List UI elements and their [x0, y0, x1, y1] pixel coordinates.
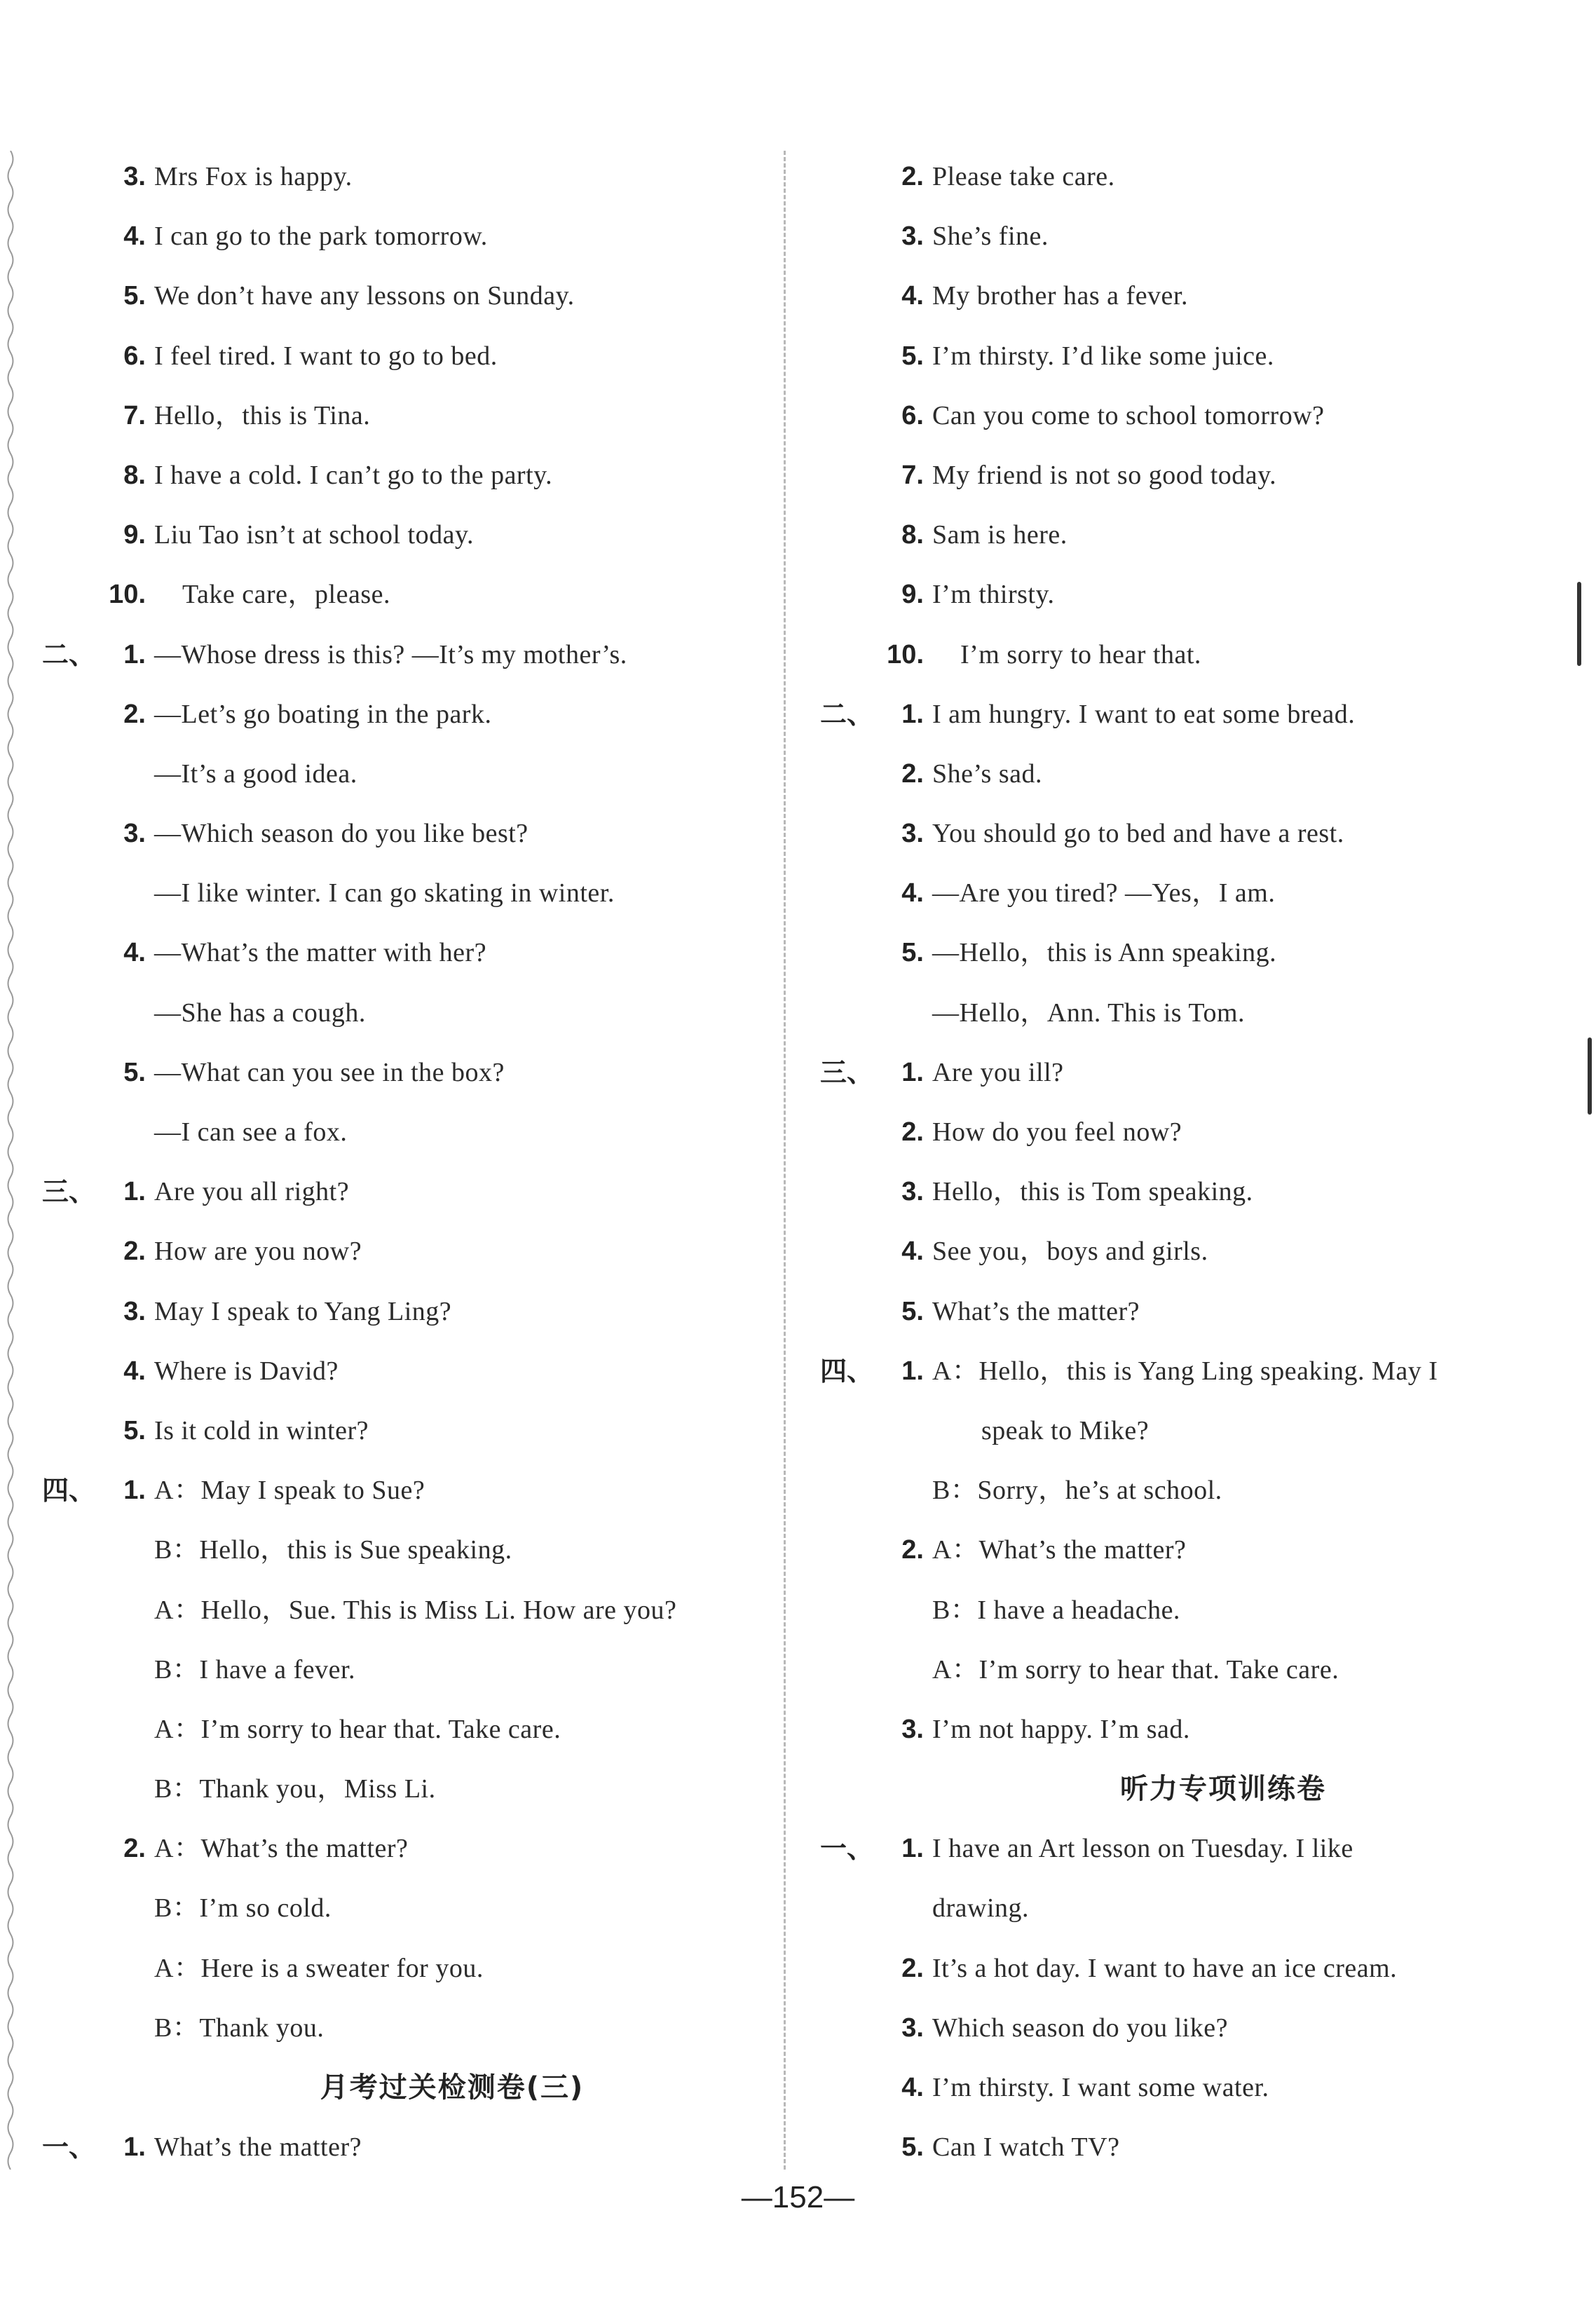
answer-text: What’s the matter?: [154, 2132, 362, 2163]
answer-line: [42, 1700, 764, 1760]
answer-line: [42, 685, 764, 744]
answer-line: [42, 386, 764, 446]
item-number: 7.: [123, 400, 146, 430]
item-number: 2.: [123, 1237, 146, 1267]
item-number: 8.: [123, 460, 146, 490]
answer-text: My friend is not so good today.: [932, 460, 1277, 490]
answer-text: I feel tired. I want to go to bed.: [154, 341, 498, 371]
item-number: 10.: [887, 639, 924, 669]
section-marker: 四、: [820, 1355, 874, 1387]
answer-line: [42, 1282, 764, 1342]
answer-text: B：I have a fever.: [154, 1654, 356, 1684]
item-number: 5.: [123, 1057, 146, 1087]
answer-text: Which season do you like?: [932, 2013, 1228, 2043]
answer-text: —Hello，Ann. This is Tom.: [932, 998, 1246, 1028]
answer-text: B：Hello，this is Sue speaking.: [154, 1535, 512, 1565]
answer-text: Hello，this is Tom speaking.: [932, 1177, 1253, 1207]
answer-line: [820, 327, 1563, 386]
item-number: 10.: [109, 580, 146, 610]
item-number: 3.: [901, 222, 924, 252]
section-marker: 二、: [820, 698, 874, 730]
answer-line: [820, 2058, 1563, 2118]
scan-mark: [1588, 1037, 1592, 1115]
answer-line: [42, 864, 764, 923]
item-number: 9.: [123, 520, 146, 550]
answer-text: I’m thirsty.: [932, 580, 1055, 610]
answer-text: —It’s a good idea.: [154, 758, 357, 789]
item-number: 7.: [901, 460, 924, 490]
section-marker: 三、: [820, 1056, 874, 1088]
answer-text: —What can you see in the box?: [154, 1057, 505, 1087]
answer-text: —Which season do you like best?: [154, 819, 528, 849]
item-number: 4.: [123, 1356, 146, 1386]
answer-line: [820, 744, 1563, 804]
answer-text: B：I’m so cold.: [154, 1893, 332, 1924]
answer-text: How do you feel now?: [932, 1117, 1182, 1147]
answer-line: [820, 1640, 1563, 1700]
answer-line: [820, 923, 1563, 983]
item-number: 5.: [123, 281, 146, 311]
answer-text: What’s the matter?: [932, 1296, 1140, 1326]
left-column: [42, 147, 764, 2177]
answer-line: [820, 1103, 1563, 1162]
answer-text: —What’s the matter with her?: [154, 938, 487, 968]
answer-text: How are you now?: [154, 1237, 362, 1267]
section-marker: 一、: [820, 1833, 874, 1865]
answer-text: May I speak to Yang Ling?: [154, 1296, 452, 1326]
answer-line: [820, 505, 1563, 565]
answer-line: [42, 2118, 764, 2177]
item-number: 2.: [901, 1117, 924, 1147]
right-column: [820, 147, 1563, 2177]
answer-text: I’m not happy. I’m sad.: [932, 1714, 1190, 1744]
answer-text: See you，boys and girls.: [932, 1237, 1208, 1267]
item-number: 1.: [123, 639, 146, 669]
answer-text: A：Hello，this is Yang Ling speaking. May I: [932, 1356, 1438, 1386]
answer-text: Hello，this is Tina.: [154, 400, 371, 430]
answer-line: [42, 1819, 764, 1879]
answer-text: Mrs Fox is happy.: [154, 162, 353, 191]
answer-text: A：What’s the matter?: [932, 1535, 1187, 1565]
answer-line: [42, 1162, 764, 1222]
answer-text: B：Thank you，Miss Li.: [154, 1774, 436, 1804]
answer-line: [42, 625, 764, 685]
answer-line: [42, 1999, 764, 2058]
answer-line: [42, 327, 764, 386]
item-number: 2.: [901, 162, 924, 191]
answer-line: [42, 1879, 764, 1938]
answer-text: I can go to the park tomorrow.: [154, 222, 488, 252]
answer-line: [42, 1760, 764, 1819]
item-number: 4.: [901, 1237, 924, 1267]
answer-text: Where is David?: [154, 1356, 339, 1386]
answer-line: [820, 1581, 1563, 1640]
item-number: 2.: [901, 758, 924, 789]
section-heading: 月考过关检测卷(三): [320, 2071, 585, 2104]
answer-text: Liu Tao isn’t at school today.: [154, 520, 474, 550]
answer-line: [820, 207, 1563, 266]
item-number: 2.: [901, 1953, 924, 1983]
answer-line: [42, 1520, 764, 1580]
item-number: 3.: [901, 1177, 924, 1207]
answer-line: [42, 1581, 764, 1640]
answer-text: speak to Mike?: [981, 1415, 1150, 1445]
answer-line: [42, 147, 764, 207]
page-number: —152—: [741, 2180, 855, 2214]
answer-text: B：I have a headache.: [932, 1595, 1180, 1625]
answer-text: A：Here is a sweater for you.: [154, 1953, 484, 1983]
item-number: 4.: [123, 222, 146, 252]
answer-line: [820, 864, 1563, 923]
answer-line: [42, 1939, 764, 1999]
column-divider: [784, 151, 786, 2170]
answer-line: [42, 1461, 764, 1520]
answer-text: —I can see a fox.: [154, 1117, 348, 1147]
answer-line: [42, 1103, 764, 1162]
answer-line: [820, 1461, 1563, 1520]
answer-line: [820, 625, 1563, 685]
answer-line: [42, 1222, 764, 1281]
item-number: 2.: [123, 699, 146, 729]
answer-text: —I like winter. I can go skating in winter.: [154, 878, 615, 908]
answer-text: She’s sad.: [932, 758, 1042, 789]
item-number: 5.: [901, 1296, 924, 1326]
item-number: 1.: [901, 699, 924, 729]
answer-line: [820, 1999, 1563, 2058]
answer-line: [820, 386, 1563, 446]
answer-text: —Hello，this is Ann speaking.: [932, 938, 1277, 968]
item-number: 1.: [123, 1177, 146, 1207]
answer-line: [42, 266, 764, 326]
item-number: 2.: [901, 1535, 924, 1565]
item-number: 3.: [901, 819, 924, 849]
answer-line: [820, 565, 1563, 625]
answer-text: I’m thirsty. I’d like some juice.: [932, 341, 1274, 371]
answer-line: [42, 804, 764, 864]
item-number: 4.: [901, 878, 924, 908]
answer-line: [820, 1162, 1563, 1222]
item-number: 1.: [901, 1834, 924, 1864]
answer-text: —Let’s go boating in the park.: [154, 699, 492, 729]
answer-line: [820, 1043, 1563, 1103]
section-marker: 三、: [42, 1176, 96, 1208]
item-number: 1.: [123, 1476, 146, 1506]
item-number: 5.: [901, 938, 924, 968]
answer-text: She’s fine.: [932, 222, 1049, 252]
item-number: 8.: [901, 520, 924, 550]
section-heading: 听力专项训练卷: [1120, 1773, 1326, 1806]
answer-text: —Are you tired? —Yes，I am.: [932, 878, 1276, 908]
answer-line: [42, 923, 764, 983]
answer-text: drawing.: [932, 1893, 1030, 1924]
answer-text: A：May I speak to Sue?: [154, 1476, 425, 1506]
item-number: 3.: [901, 1714, 924, 1744]
answer-line: [42, 1640, 764, 1700]
answer-line: [820, 1222, 1563, 1281]
item-number: 4.: [901, 281, 924, 311]
answer-line: [42, 446, 764, 505]
answer-text: I am hungry. I want to eat some bread.: [932, 699, 1356, 729]
answer-line: [42, 565, 764, 625]
answer-text: I’m sorry to hear that.: [960, 639, 1201, 669]
item-number: 4.: [901, 2073, 924, 2102]
answer-line: [820, 147, 1563, 207]
answer-text: Please take care.: [932, 162, 1115, 191]
item-number: 3.: [123, 819, 146, 849]
answer-text: I have a cold. I can’t go to the party.: [154, 460, 553, 490]
item-number: 2.: [123, 1834, 146, 1864]
answer-text: A：I’m sorry to hear that. Take care.: [154, 1714, 561, 1744]
answer-text: It’s a hot day. I want to have an ice cream.: [932, 1953, 1398, 1983]
answer-line: [820, 1879, 1563, 1938]
answer-text: We don’t have any lessons on Sunday.: [154, 281, 575, 311]
item-number: 9.: [901, 580, 924, 610]
item-number: 3.: [901, 2013, 924, 2043]
item-number: 6.: [901, 400, 924, 430]
section-marker: 一、: [42, 2132, 96, 2163]
answer-line: [820, 446, 1563, 505]
answer-text: —Whose dress is this? —It’s my mother’s.: [154, 639, 627, 669]
answer-line: [42, 1342, 764, 1401]
answer-line: [820, 685, 1563, 744]
answer-text: My brother has a fever.: [932, 281, 1188, 311]
answer-line: [820, 2118, 1563, 2177]
item-number: 3.: [123, 162, 146, 191]
answer-text: A：What’s the matter?: [154, 1834, 409, 1864]
answer-line: [42, 505, 764, 565]
answer-line: [42, 744, 764, 804]
answer-line: [820, 1401, 1563, 1461]
answer-text: A：Hello，Sue. This is Miss Li. How are you?: [154, 1595, 677, 1625]
item-number: 1.: [901, 1057, 924, 1087]
answer-line: [820, 1342, 1563, 1401]
answer-text: A：I’m sorry to hear that. Take care.: [932, 1654, 1339, 1684]
answer-text: Can I watch TV?: [932, 2132, 1120, 2163]
answer-text: I have an Art lesson on Tuesday. I like: [932, 1834, 1353, 1864]
item-number: 5.: [901, 2132, 924, 2163]
item-number: 3.: [123, 1296, 146, 1326]
item-number: 1.: [123, 2132, 146, 2163]
answer-text: Is it cold in winter?: [154, 1415, 369, 1445]
answer-line: [820, 1819, 1563, 1879]
answer-line: [820, 1520, 1563, 1580]
answer-text: Sam is here.: [932, 520, 1068, 550]
answer-line: [820, 266, 1563, 326]
answer-text: Are you all right?: [154, 1177, 350, 1207]
answer-text: Are you ill?: [932, 1057, 1064, 1087]
scan-mark: [1577, 582, 1581, 666]
answer-text: Can you come to school tomorrow?: [932, 400, 1325, 430]
binding-wavy-line: [4, 151, 17, 2170]
answer-line: [820, 1939, 1563, 1999]
section-marker: 二、: [42, 639, 96, 670]
answer-text: B：Sorry，he’s at school.: [932, 1476, 1222, 1506]
answer-text: You should go to bed and have a rest.: [932, 819, 1344, 849]
item-number: 1.: [901, 1356, 924, 1386]
answer-line: [820, 1700, 1563, 1760]
answer-text: I’m thirsty. I want some water.: [932, 2073, 1269, 2102]
answer-text: Take care，please.: [182, 580, 390, 610]
answer-text: —She has a cough.: [154, 998, 366, 1028]
answer-text: B：Thank you.: [154, 2013, 325, 2043]
answer-line: [42, 1401, 764, 1461]
answer-line: [42, 1043, 764, 1103]
answer-line: [42, 983, 764, 1043]
answer-line: [820, 983, 1563, 1043]
answer-line: [42, 207, 764, 266]
answer-line: [820, 804, 1563, 864]
section-marker: 四、: [42, 1475, 96, 1506]
answer-line: [820, 1282, 1563, 1342]
item-number: 6.: [123, 341, 146, 371]
item-number: 5.: [123, 1415, 146, 1445]
item-number: 4.: [123, 938, 146, 968]
item-number: 5.: [901, 341, 924, 371]
